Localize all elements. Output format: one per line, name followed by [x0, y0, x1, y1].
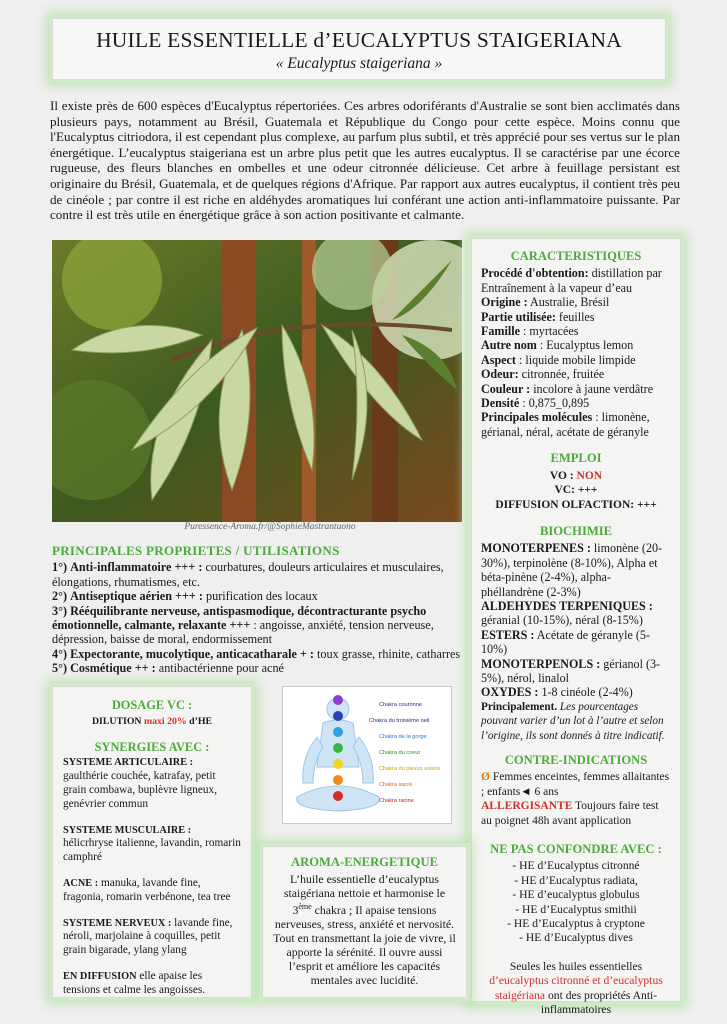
caracteristiques-list: [481, 266, 671, 439]
chakra-label: Chakra de la gorge: [379, 734, 427, 740]
diffusion-note: EN DIFFUSION elle apaise les tensions et calme les angoisses.: [63, 969, 206, 996]
caracteristique-row: Procédé d'obtention: distillation par Entraînement à la vapeur d’eau: [481, 266, 662, 295]
eucalyptus-photo: [52, 240, 462, 522]
confondre-item: - HE d’Eucalyptus radiata,: [514, 873, 638, 887]
emploi-diffusion: DIFFUSION OLFACTION: +++: [495, 498, 657, 511]
chakra-dot: [333, 743, 343, 753]
synergy-group: ACNE : manuka, lavande fine, fragonia, romarin verbénone, tea tree: [63, 876, 231, 903]
confondre-item: - HE d’Eucalyptus dives: [519, 931, 633, 945]
chakra-label: Chakra couronne: [379, 702, 422, 708]
propriete-item: 2°) Antiseptique aérien +++ : purification des locaux: [52, 589, 318, 604]
propriete-item: 3°) Rééquilibrante nerveuse, antispasmodique, décontracturante psycho émotionnelle, calmante, relaxante +++ : angoisse, anxiété, tension nerveuse, dépression, baisse de moral, endormissement: [52, 603, 434, 647]
contre-indications-title: CONTRE-INDICATIONS: [504, 753, 648, 767]
biochimie-row: ESTERS : Acétate de géranyle (5-10%): [481, 627, 650, 657]
forbidden-icon: Ø: [481, 771, 490, 784]
confondre-title: NE PAS CONFONDRE AVEC :: [490, 842, 662, 857]
biochimie-title: BIOCHIMIE: [539, 523, 613, 538]
chakra-label: Chakra du troisième oeil: [369, 718, 430, 724]
confondre-note: Seules les huiles essentielles d’eucalyptus citronné et d’eucalyptus staigériana ont des propriétés Anti-inflammatoires: [489, 959, 663, 1017]
propriete-item: 5°) Cosmétique ++ : antibactérienne pour acné: [52, 661, 284, 676]
caracteristique-row: Origine : Australie, Brésil: [481, 295, 610, 310]
chakra-dot: [333, 695, 343, 705]
emploi-vc: VC: +++: [554, 484, 598, 497]
page-subtitle: « Eucalyptus staigeriana »: [275, 55, 443, 72]
eucalyptus-leaves-illustration: [52, 240, 462, 522]
chakra-dot: [333, 775, 343, 785]
chakra-label: Chakra du coeur: [379, 750, 421, 756]
chakra-label: Chakra du plexus solaire: [379, 766, 441, 772]
chakra-dot: [333, 727, 343, 737]
right-info-column: [471, 238, 681, 1017]
caracteristique-row: Couleur : incolore à jaune verdâtre: [481, 381, 654, 396]
confondre-item: - HE d’Eucalyptus citronné: [512, 859, 640, 873]
aroma-title: AROMA-ENERGETIQUE: [291, 855, 438, 869]
synergy-group: SYSTEME NERVEUX : lavande fine, néroli, marjolaine à coquilles, petit grain bigarade, ylang ylang: [63, 916, 233, 957]
chakra-dot: [333, 711, 343, 721]
biochimie-note: Principalement. Les pourcentages pouvant varier d’un lot à l’autre et selon l’origine, ils sont donnés à titre indicatif.: [481, 700, 665, 742]
caracteristique-row: Aspect : liquide mobile limpide: [481, 352, 636, 367]
caracteristique-row: Partie utilisée: feuilles: [481, 309, 595, 324]
intro-paragraph: Il existe près de 600 espèces d'Eucalyptus répertoriées. Ces arbres odoriférants d'Australie se sont bien acclimatés dans plusieurs pays, notamment au Brésil, Guatemala et République du Congo pour cette espèce. Moins connu que l'Eucalyptus citriodora, il est cependant plus complexe, au parfum plus subtil, et très apprécié pour ses vertus sur le plan énergétique. L’eucalyptus staigeriana est un arbre plus petit que les autres eucalyptus. Il se caractérise par une écorce rugueuse, des fleurs blanches en ombelles et une odeur citronnée délicieuse. Cet arbre à feuillage persistant est originaire du Brésil, Guatemala, et de quelques régions d'Afrique. Par rapport aux autres eucalyptus, il contient très peu de cinéole ; par contre il est riche en aldéhydes aromatiques lui conférant une action anti-inflammatoire puissante. Par contre il est très utile en énergétique grâce à son action positivante et calmante.: [50, 98, 680, 223]
biochimie-row: MONOTERPENES : limonène (20-30%), terpinolène (8-10%), Alpha et béta-pinène (2-4%), alpha-phéllandrène (2-3%): [481, 541, 663, 599]
chakra-dot: [333, 791, 343, 801]
emploi-vo: VO : NON: [549, 469, 603, 482]
allergisante-label: ALLERGISANTE: [481, 800, 573, 813]
emploi-title: EMPLOI: [550, 451, 602, 466]
caracteristique-row: Principales molécules : limonène, gérianal, néral, acétate de géranyle: [481, 410, 650, 439]
biochimie-list: [481, 541, 671, 743]
proprietes-section: [52, 544, 464, 676]
contre-indications-text: Ø Femmes enceintes, femmes allaitantes ; enfants◄ 6 ans ALLERGISANTE Toujours faire test au poignet 48h avant application: [481, 771, 670, 827]
biochimie-row: MONOTERPENOLS : gérianol (3-5%), nérol, linalol: [481, 656, 661, 685]
page-title: HUILE ESSENTIELLE d’EUCALYPTUS STAIGERIANA: [96, 28, 622, 52]
aroma-text: L’huile essentielle d’eucalyptus staigériana nettoie et harmonise le 3ème chakra ; Il apaise tensions nerveuses, stress, anxiété et nervosité. Tout en transmettant la joie de vivre, il apporte la sérénité. Il ouvre aussi l’esprit et améliore les capacités mentales avec lucidité.: [273, 872, 456, 987]
dosage-title: DOSAGE VC :: [111, 698, 193, 712]
title-box: [52, 18, 666, 80]
confondre-item: - HE d’Eucalyptus smithii: [515, 902, 637, 916]
synergy-group: SYSTEME MUSCULAIRE : hélicrhryse italienne, lavandin, romarin camphré: [63, 824, 241, 864]
chakra-dot: [333, 759, 343, 769]
synergies-title: SYNERGIES AVEC :: [94, 739, 210, 754]
propriete-item: 4°) Expectorante, mucolytique, anticacatharale + : toux grasse, rhinite, catharres: [52, 646, 461, 661]
caracteristique-row: Autre nom : Eucalyptus lemon: [481, 338, 634, 353]
chakra-illustration: [282, 686, 452, 824]
dosage-dilution: DILUTION maxi 20% d’HE: [91, 715, 213, 727]
confondre-item: - HE d’eucalyptus globulus: [512, 888, 640, 902]
emploi-list: [481, 469, 671, 512]
propriete-item: 1°) Anti-inflammatoire +++ : courbatures, douleurs articulaires et musculaires, élongations, rhumatismes, etc.: [52, 560, 444, 589]
dosage-synergies-box: [52, 686, 252, 998]
confondre-list: [481, 859, 671, 1017]
confondre-item: - HE d’Eucalyptus à cryptone: [507, 917, 645, 931]
caracteristiques-title: CARACTERISTIQUES: [510, 249, 642, 263]
proprietes-title: PRINCIPALES PROPRIETES / UTILISATIONS: [52, 543, 340, 558]
synergy-group: SYSTEME ARTICULAIRE : gaulthérie couchée, katrafay, petit grain combawa, buplèvre ligneux, genévrier commun: [63, 757, 218, 810]
caracteristique-row: Famille : myrtacées: [481, 324, 579, 339]
chakra-labels: [369, 697, 441, 809]
caracteristique-row: Odeur: citronnée, fruitée: [481, 367, 605, 382]
photo-credit: Puressence-Aroma.fr/@SophieMastrantuono: [184, 522, 356, 532]
caracteristique-row: Densité : 0,875_0,895: [481, 396, 590, 411]
biochimie-row: ALDEHYDES TERPENIQUES : géranial (10-15%), néral (8-15%): [481, 598, 653, 628]
biochimie-row: OXYDES : 1-8 cinéole (2-4%): [481, 685, 633, 700]
chakra-label: Chakra racine: [379, 798, 414, 804]
chakra-label: Chakra sacré: [379, 782, 413, 788]
aroma-energetique-box: [262, 846, 467, 998]
